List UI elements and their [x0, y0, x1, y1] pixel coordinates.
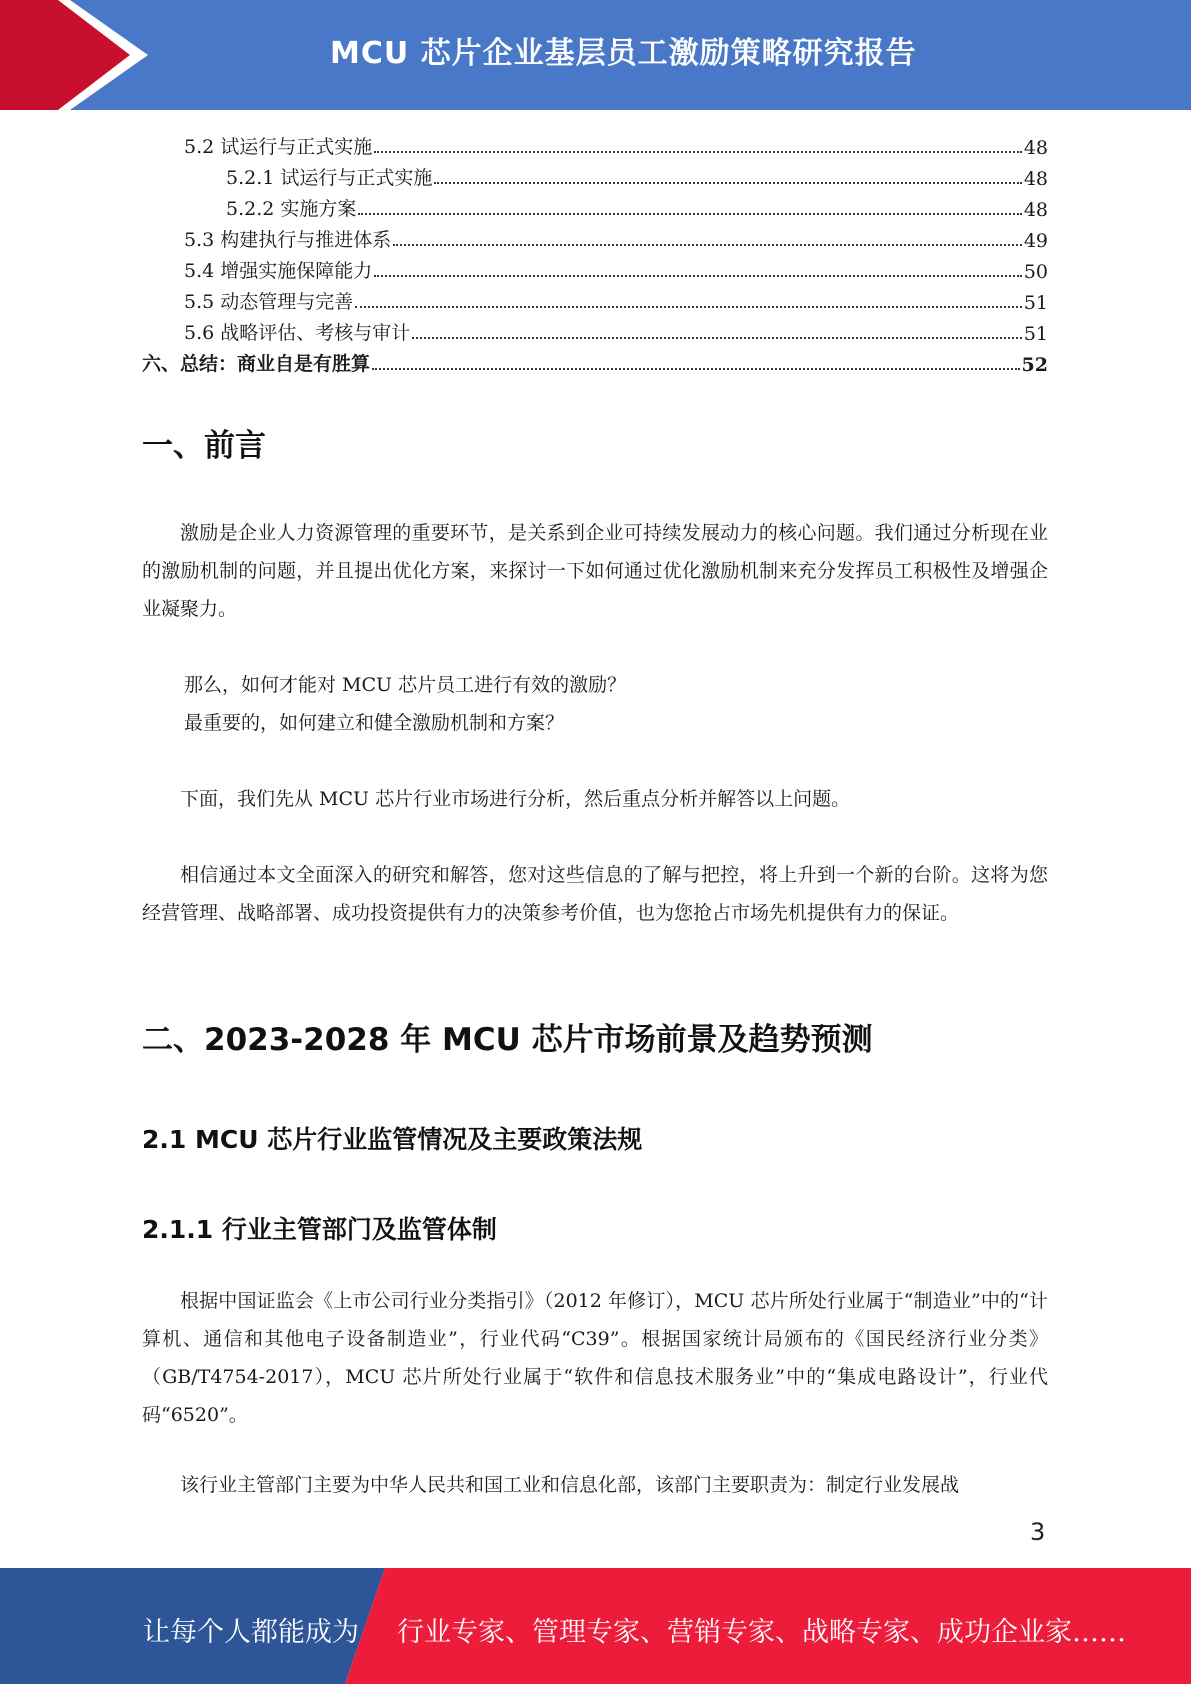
toc-entry[interactable] [142, 283, 1048, 314]
toc-entry-label: 5.4 增强实施保障能力 [184, 260, 373, 282]
toc-leader [434, 182, 1021, 184]
toc-entry-label: 5.2 试运行与正式实施 [184, 136, 373, 158]
toc-entry-page: 51 [1023, 292, 1048, 314]
toc-entry-label: 5.3 构建执行与推进体系 [184, 229, 392, 251]
toc-entry[interactable] [142, 252, 1048, 283]
heading-preface: 一、前言 [142, 428, 266, 464]
toc-entry-page: 48 [1023, 199, 1048, 221]
toc-leader [412, 337, 1022, 339]
toc-leader [374, 275, 1022, 277]
toc-entry[interactable] [142, 345, 1048, 376]
toc-leader [374, 151, 1022, 153]
toc-leader [358, 213, 1021, 215]
page-header [0, 0, 1191, 110]
toc-entry-page: 48 [1023, 168, 1048, 190]
toc-entry[interactable] [142, 159, 1048, 190]
toc-entry-label: 5.6 战略评估、考核与审计 [184, 322, 411, 344]
footer-slogan-left: 让每个人都能成为 [143, 1617, 359, 1648]
heading-authority: 2.1.1 行业主管部门及监管体制 [142, 1215, 497, 1244]
footer-slogan-right: 行业专家、管理专家、营销专家、战略专家、成功企业家…… [397, 1617, 1126, 1648]
authority-paragraph-2: 该行业主管部门主要为中华人民共和国工业和信息化部，该部门主要职责为：制定行业发展战 [180, 1474, 960, 1496]
toc-entry-label: 5.2.1 试运行与正式实施 [226, 167, 433, 189]
preface-paragraph-3: 相信通过本文全面深入的研究和解答，您对这些信息的了解与把控，将上升到一个新的台阶。这将为您经营管理、战略部署、成功投资提供有力的决策参考价值，也为您抢占市场先机提供有力的保证。 [142, 864, 1048, 924]
toc-entry-page: 49 [1023, 230, 1048, 252]
heading-market-outlook: 二、2023-2028 年 MCU 芯片市场前景及趋势预测 [142, 1022, 873, 1058]
toc-entry-page: 50 [1023, 261, 1048, 283]
page-footer [0, 1568, 1191, 1684]
authority-paragraph-1: 根据中国证监会《上市公司行业分类指引》（2012 年修订），MCU 芯片所处行业属于“制造业”中的“计算机、通信和其他电子设备制造业”，行业代码“C39”。根据国家统计局颁布的《国民经济行业分类》（GB/T4754-2017），MCU 芯片所处行业属于“软件和信息技术服务业”中的“集成电路设计”，行业代码“6520”。 [142, 1290, 1048, 1426]
toc-entry-label: 5.5 动态管理与完善 [184, 291, 354, 313]
heading-regulation: 2.1 MCU 芯片行业监管情况及主要政策法规 [142, 1125, 643, 1154]
preface-question-1: 那么，如何才能对 MCU 芯片员工进行有效的激励？ [184, 674, 627, 696]
table-of-contents [142, 128, 1048, 376]
preface-paragraph-1: 激励是企业人力资源管理的重要环节，是关系到企业可持续发展动力的核心问题。我们通过分析现在业的激励机制的问题，并且提出优化方案，来探讨一下如何通过优化激励机制来充分发挥员工积极性及增强企业凝聚力。 [142, 522, 1048, 620]
toc-entry[interactable] [142, 221, 1048, 252]
preface-paragraph-2: 下面，我们先从 MCU 芯片行业市场进行分析，然后重点分析并解答以上问题。 [180, 788, 851, 810]
toc-entry[interactable] [142, 128, 1048, 159]
report-title: MCU 芯片企业基层员工激励策略研究报告 [330, 36, 917, 71]
toc-leader [393, 244, 1022, 246]
toc-entry[interactable] [142, 190, 1048, 221]
toc-entry[interactable] [142, 314, 1048, 345]
toc-entry-page: 51 [1023, 323, 1048, 345]
page-number: 3 [1030, 1518, 1046, 1546]
preface-question-2: 最重要的，如何建立和健全激励机制和方案？ [184, 712, 565, 734]
toc-entry-page: 48 [1023, 137, 1048, 159]
toc-leader [355, 306, 1022, 308]
toc-entry-label: 5.2.2 实施方案 [226, 198, 357, 220]
toc-leader [372, 368, 1020, 370]
toc-entry-label: 六、总结：商业自是有胜算 [142, 353, 371, 375]
toc-entry-page: 52 [1021, 354, 1048, 376]
